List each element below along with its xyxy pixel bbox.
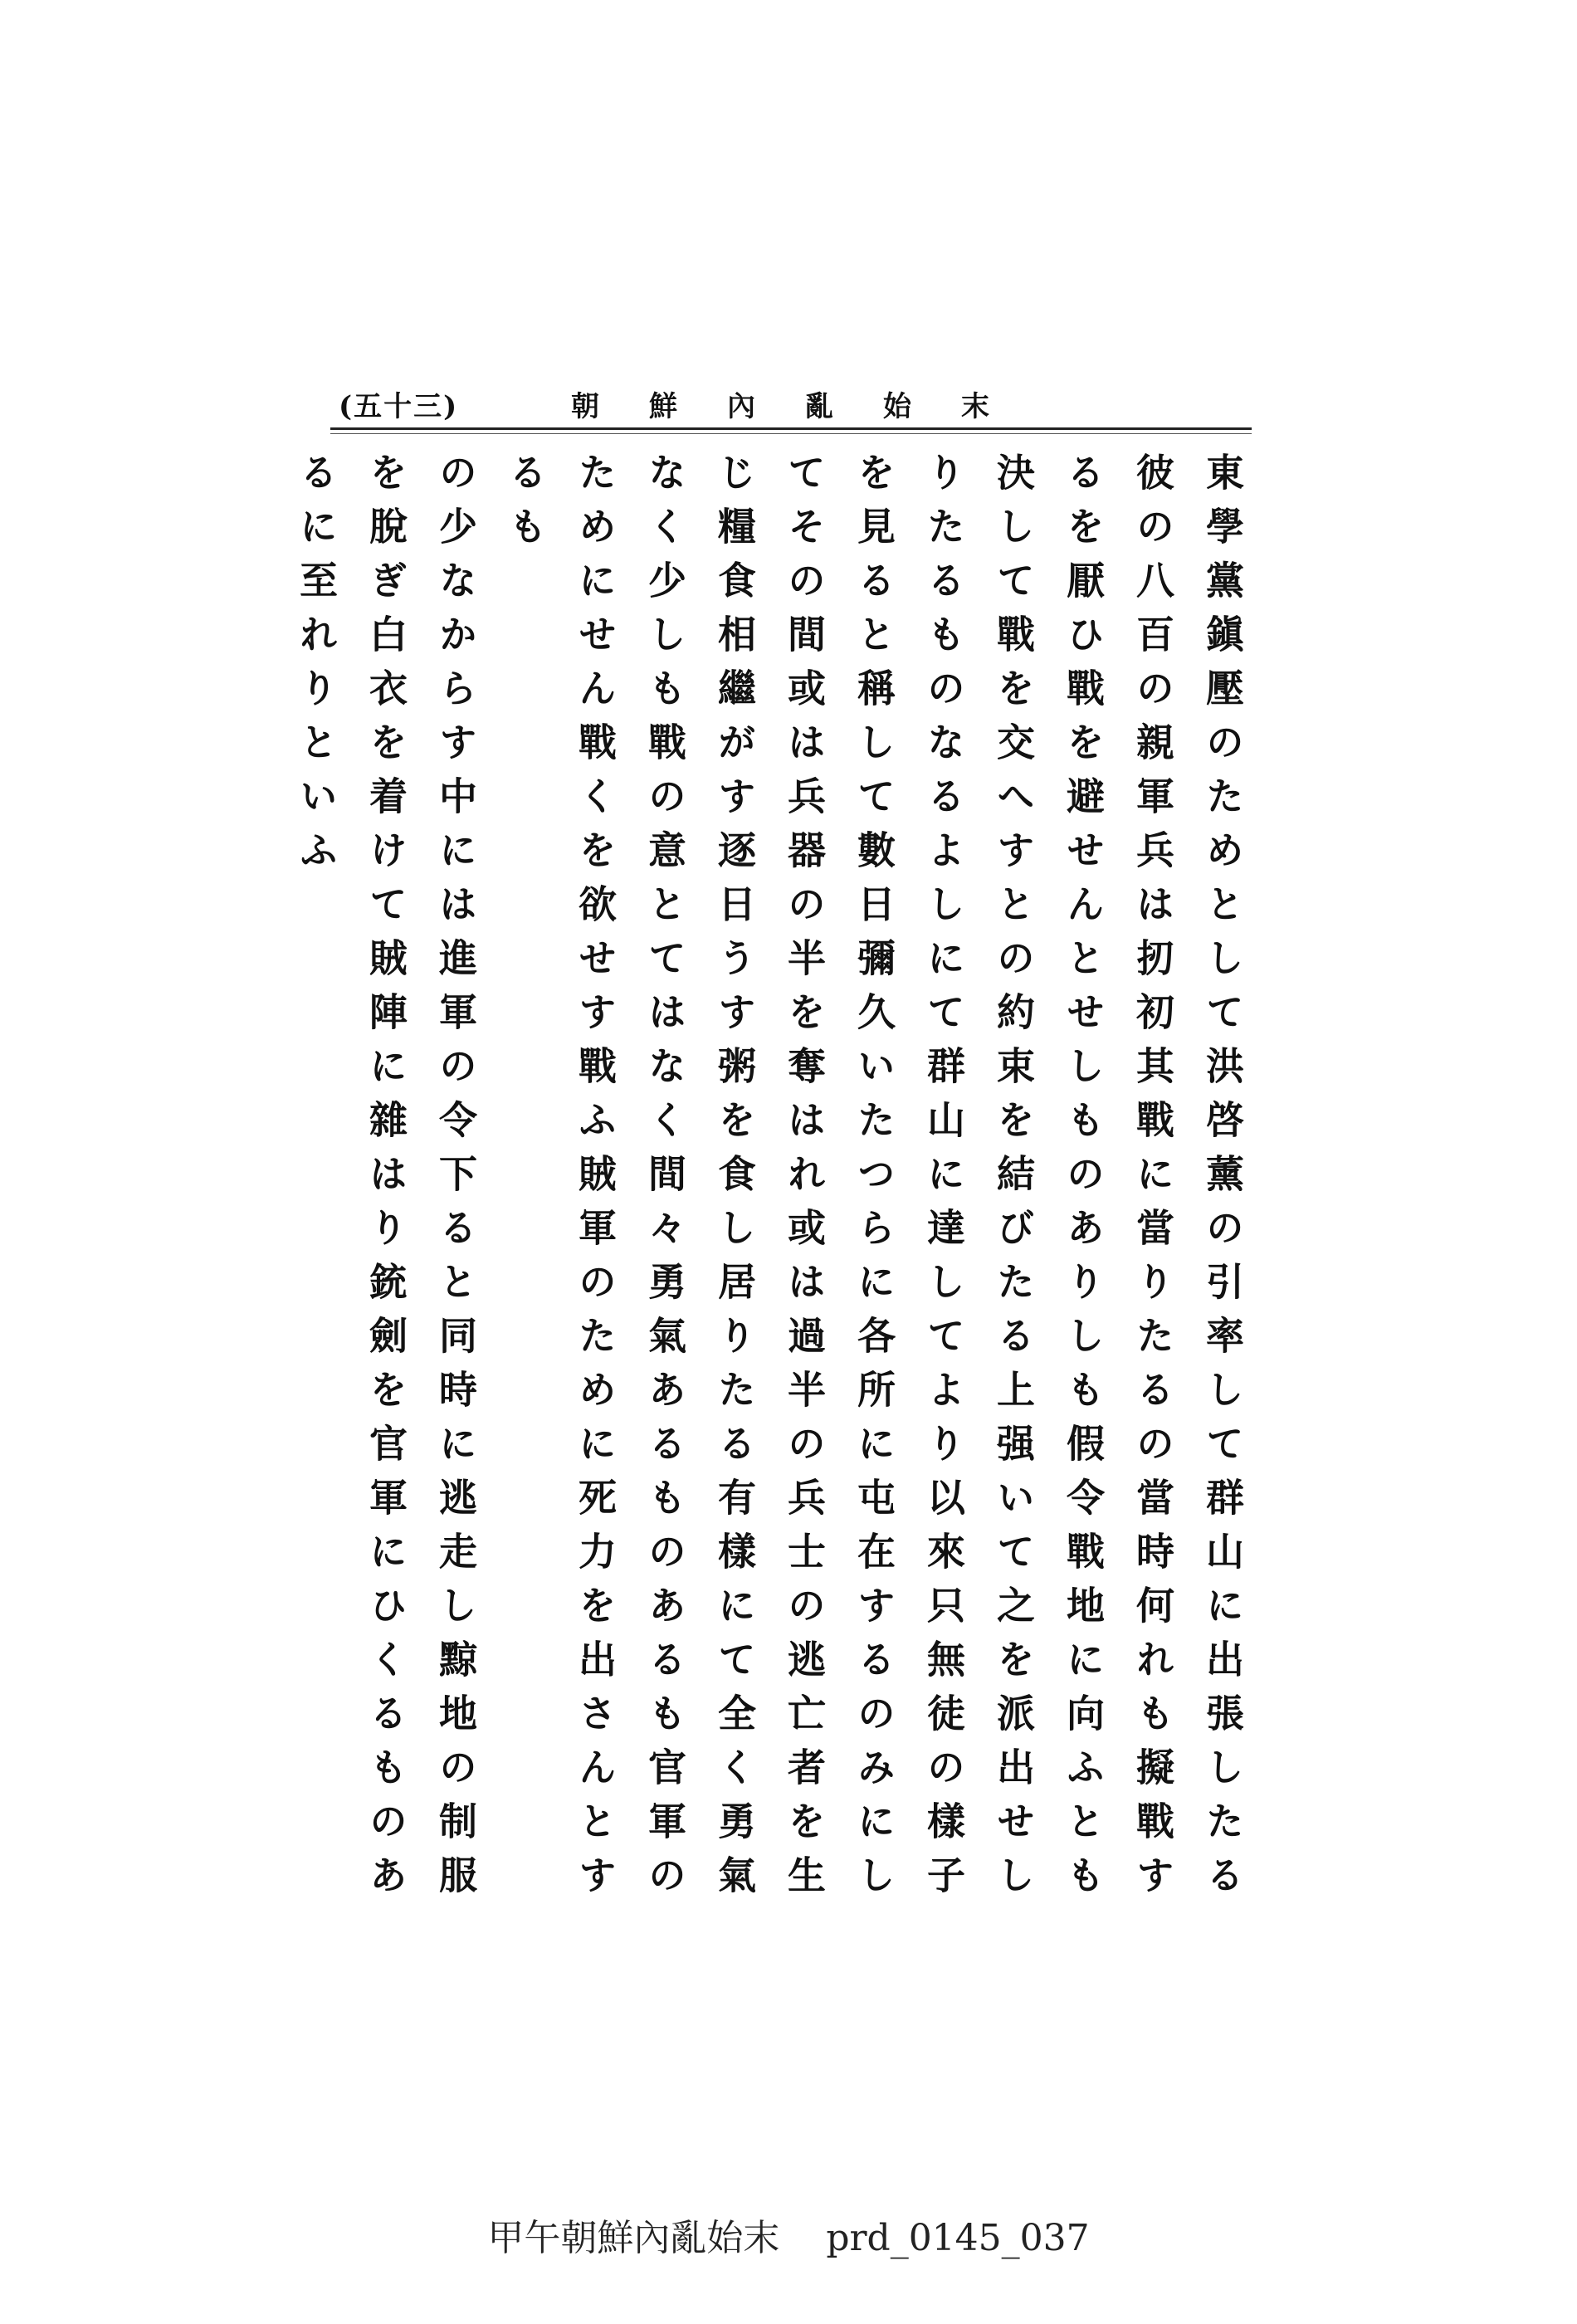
- text-column: の少なからす中には進軍の令下ると同時に逃走し黥地の制服: [433, 452, 478, 1909]
- header-rule-thin: [330, 433, 1252, 434]
- header-rule: [330, 427, 1252, 430]
- body-text: [294, 452, 1257, 1955]
- text-column: 決して戰を交へすとの約束を結びたる上强いて之を派出せし: [991, 452, 1036, 1909]
- text-column: 東學黨鎭壓のためとして洪啓薰の引率して群山に出張したる: [1200, 452, 1245, 1909]
- text-column: じ糧食相繼がす逐日うす粥を食し居りたる有樣にて全く勇氣: [712, 452, 757, 1909]
- text-column: 彼の八百の親軍兵は扨初其戰に當りたるの當時何れも擬戰す: [1130, 452, 1175, 1909]
- text-column: を見ると稱して數日彌久いたつらに各所に屯在するのみにし: [852, 452, 896, 1909]
- text-column: なく少しも戰の意とてはなく間々勇氣あるものあるも官軍の: [642, 452, 687, 1909]
- text-column: るに至れりといふ: [294, 452, 339, 884]
- text-column: ためにせん戰くを欲せす戰ふ賊軍のために死力を出さんとするも: [503, 452, 618, 1909]
- caption-book-title: 甲午朝鮮內亂始末: [487, 2217, 780, 2259]
- caption: [0, 2208, 1577, 2261]
- header-title: 末始亂內鮮朝: [571, 390, 1039, 423]
- text-column: てその間或は兵器の半を奪はれ或は過半の兵士の逃亡者を生: [782, 452, 827, 1909]
- text-column: りたるものなるよしにて群山に達してより以來只無徒の樣子: [921, 452, 966, 1909]
- text-column: るを厭ひ戰を避せんとせしものありしも假令戰地に向ふとも: [1061, 452, 1106, 1909]
- text-column: を脫ぎ白衣を着けて賊陣に雜はり銃劍を官軍にひくるものあ: [364, 452, 408, 1909]
- page-number: (五十三): [339, 390, 459, 423]
- running-header: [330, 383, 1252, 423]
- caption-image-id: prd_0145_037: [826, 2217, 1090, 2259]
